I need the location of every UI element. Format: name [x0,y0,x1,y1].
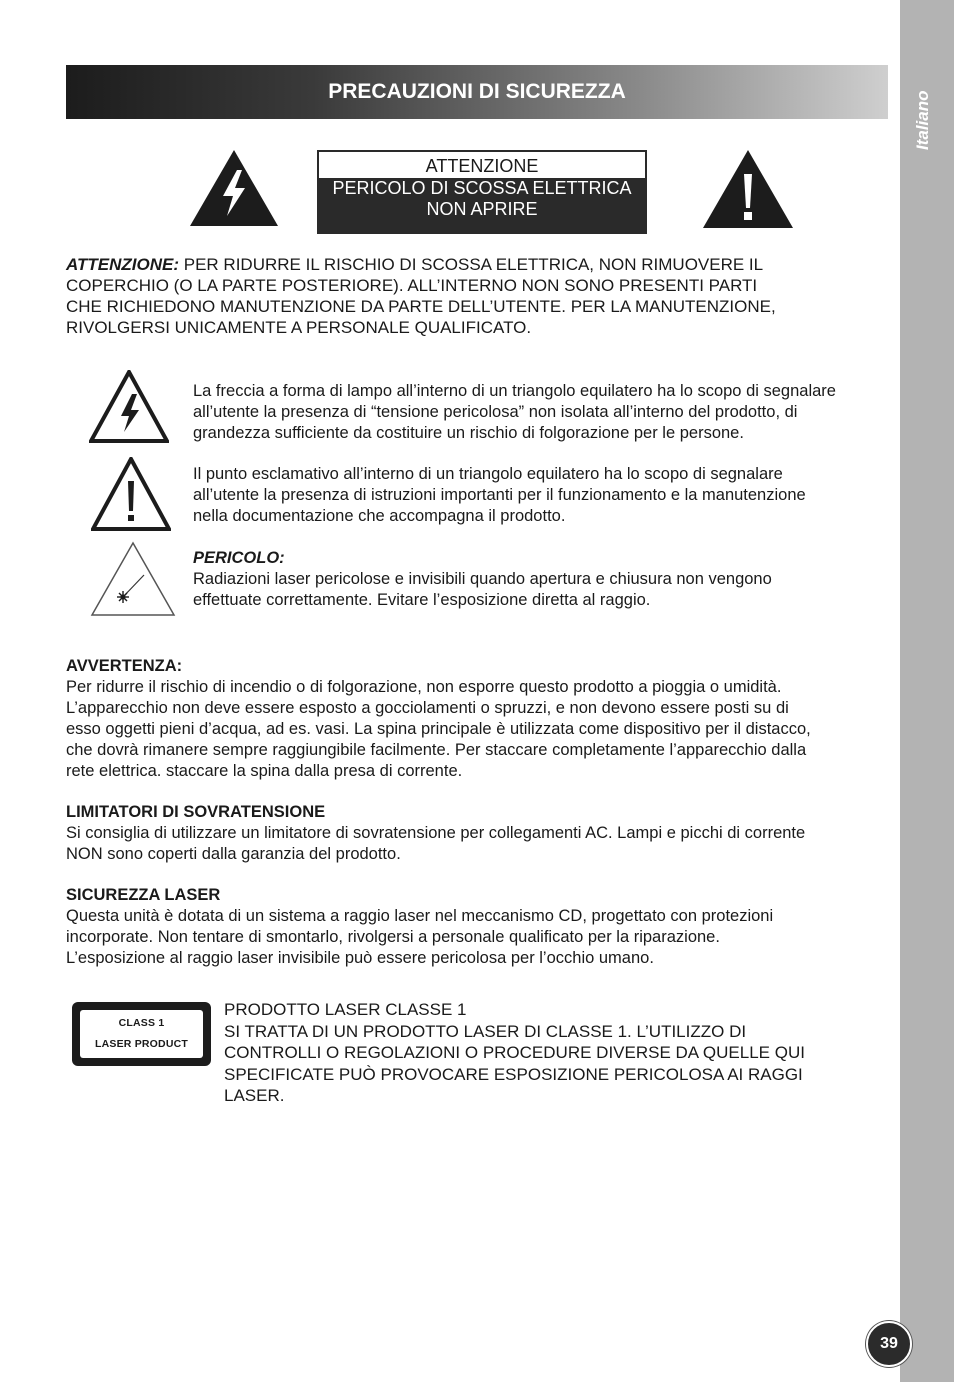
lightning-line: La freccia a forma di lampo all’interno di un triangolo equilatero ha lo scopo di segnalare [193,382,836,400]
avvertenza-line: Per ridurre il rischio di incendio o di folgorazione, non esporre questo prodotto a pioggia o umidità. [66,678,782,696]
limitatori-heading: LIMITATORI DI SOVRATENSIONE [66,803,326,821]
lightning-line: all’utente la presenza di “tensione pericolosa” non isolata all’interno del prodotto, di [193,403,798,421]
avvertenza-heading: AVVERTENZA: [66,657,183,675]
side-language-label: Italiano [913,90,932,150]
limitatori-body [66,823,891,865]
class1-laser-label [72,1002,211,1066]
caution-shock-line: PERICOLO DI SCOSSA ELETTRICA [332,178,632,198]
prodotto-laser-line: SPECIFICATE PUÒ PROVOCARE ESPOSIZIONE PERICOLOSA AI RAGGI [224,1064,803,1084]
exclamation-symbol-description [193,464,893,527]
sicurezza-laser-line: incorporate. Non tentare di smontarlo, rivolgersi a personale qualificato per la riparazione. [66,928,720,946]
page-number: 39 [866,1321,912,1367]
sicurezza-laser-line: L’esposizione al raggio laser invisibile può essere pericolosa per l’occhio umano. [66,949,654,967]
sicurezza-laser-body [66,906,891,969]
prodotto-laser-line: CONTROLLI O REGOLAZIONI O PROCEDURE DIVERSE DA QUELLE QUI [224,1043,805,1062]
avvertenza-line: esso oggetti pieni d’acqua, ad es. vasi. La spina principale è utilizzata come dispositivo per il distacco, [66,720,811,738]
caution-box [317,150,647,234]
attenzione-paragraph [66,254,896,338]
class1-label-line2: LASER PRODUCT [94,1038,189,1050]
sicurezza-laser-line: Questa unità è dotata di un sistema a raggio laser nel meccanismo CD, progettato con protezioni [66,907,774,925]
section-header [66,65,888,119]
lightning-symbol-description [193,381,893,444]
avvertenza-body [66,677,891,782]
lightning-triangle-icon [89,370,169,443]
attenzione-line: RIVOLGERSI UNICAMENTE A PERSONALE QUALIFICATO. [66,318,532,337]
lightning-triangle-icon [190,150,278,226]
exclamation-triangle-icon [703,150,793,228]
limitatori-line: Si consiglia di utilizzare un limitatore di sovratensione per collegamenti AC. Lampi e picchi di corrente [66,824,806,842]
laser-line: effettuate correttamente. Evitare l’esposizione diretta al raggio. [193,591,651,609]
attenzione-line: PER RIDURRE IL RISCHIO DI SCOSSA ELETTRICA, NON RIMUOVERE IL [183,255,764,274]
class1-label-line1: CLASS 1 [118,1017,165,1029]
prodotto-laser-text [224,999,884,1107]
exclamation-triangle-icon [91,457,171,531]
exclamation-line: all’utente la presenza di istruzioni importanti per il funzionamento e la manutenzione [193,486,806,504]
prodotto-laser-line: SI TRATTA DI UN PRODOTTO LASER DI CLASSE 1. L’UTILIZZO DI [224,1021,747,1041]
class1-label-inner [80,1010,203,1058]
limitatori-line: NON sono coperti dalla garanzia del prodotto. [66,845,401,863]
lightning-line: grandezza sufficiente da costituire un rischio di folgorazione per le persone. [193,424,744,442]
side-language-tab [913,90,954,150]
laser-triangle-icon [90,541,176,617]
side-language-strip [900,0,954,1382]
laser-line: Radiazioni laser pericolose e invisibili quando apertura e chiusura non vengono [193,570,772,588]
avvertenza-line: che dovrà rimanere sempre raggiungibile facilmente. Per staccare completamente l’apparecchio dalla [66,741,807,759]
prodotto-laser-line: LASER. [224,1086,285,1105]
avvertenza-line: L’apparecchio non deve essere esposto a gocciolamenti o spruzzi, e non devono essere posti su di [66,699,789,717]
prodotto-laser-line: PRODOTTO LASER CLASSE 1 [224,1000,467,1019]
avvertenza-line: rete elettrica. staccare la spina dalla presa di corrente. [66,762,463,780]
attenzione-label: ATTENZIONE: [66,255,180,274]
caution-title: ATTENZIONE [319,152,645,178]
attenzione-line: COPERCHIO (O LA PARTE POSTERIORE). ALL’INTERNO NON SONO PRESENTI PARTI [66,276,758,295]
sicurezza-laser-heading: SICUREZZA LASER [66,886,221,904]
caution-do-not-open-line: NON APRIRE [426,199,538,219]
page-title: PRECAUZIONI DI SICUREZZA [328,80,626,103]
pericolo-title: PERICOLO: [193,549,285,567]
exclamation-line: nella documentazione che accompagna il prodotto. [193,507,566,525]
laser-symbol-description [193,548,893,611]
exclamation-line: Il punto esclamativo all’interno di un triangolo equilatero ha lo scopo di segnalare [193,465,783,483]
attenzione-line: CHE RICHIEDONO MANUTENZIONE DA PARTE DELL’UTENTE. PER LA MANUTENZIONE, [66,297,776,316]
